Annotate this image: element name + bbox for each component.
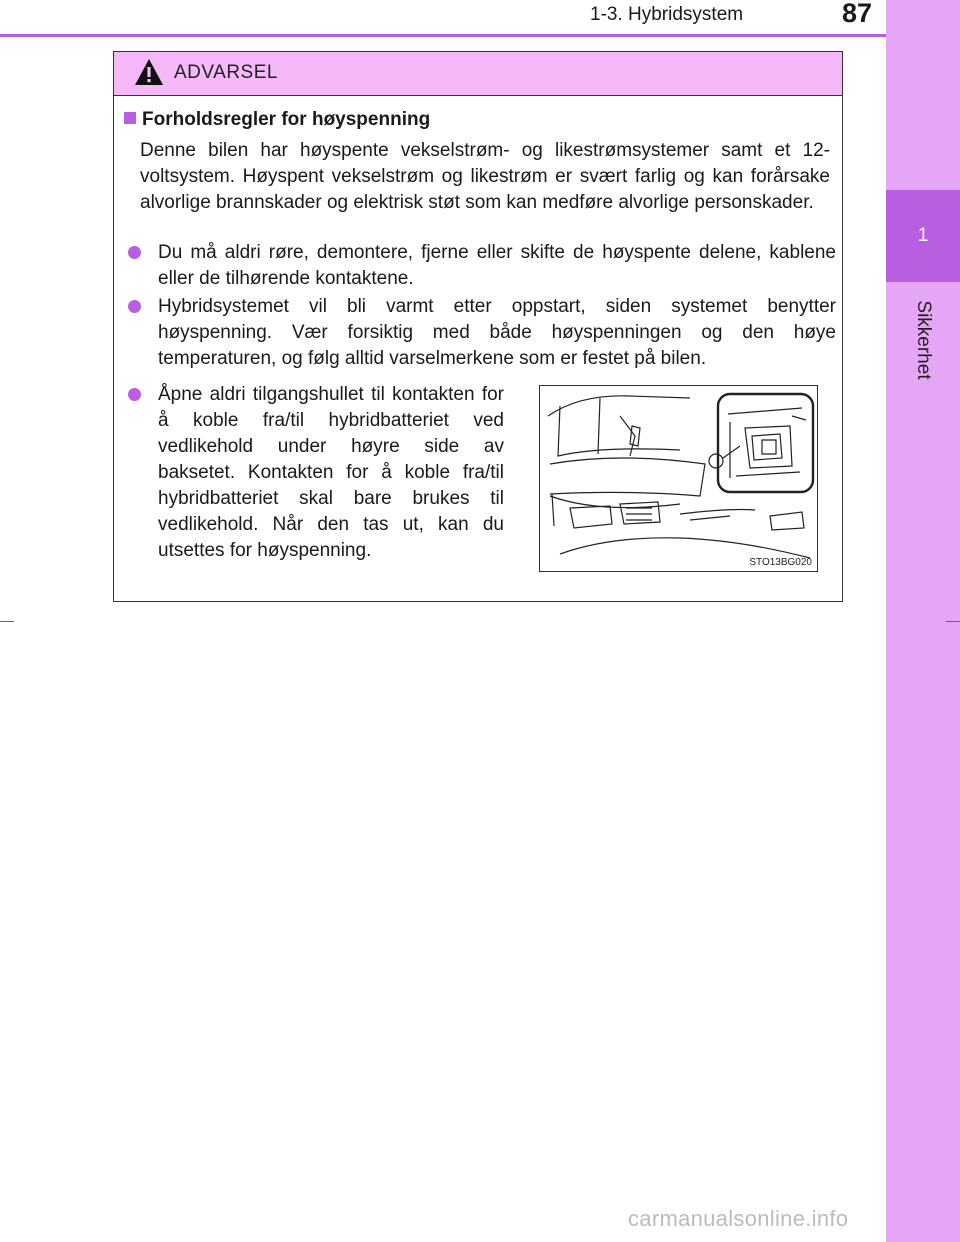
- header-rule: [0, 34, 886, 37]
- chapter-label: Sikkerhet: [913, 300, 934, 380]
- bullet-item: [124, 240, 836, 292]
- bullet-dot-icon: [128, 388, 141, 401]
- section-title: 1-3. Hybridsystem: [590, 4, 744, 25]
- bullet-dot-icon: [128, 246, 141, 259]
- bullet-dot-icon: [128, 300, 141, 313]
- seat-connector-illustration: [539, 385, 818, 572]
- bullet-item: [124, 382, 504, 564]
- warning-header: [114, 52, 842, 96]
- watermark: carmanualsonline.info: [628, 1206, 849, 1231]
- page-number: 87: [842, 0, 873, 28]
- figure-code: STO13BG020: [749, 557, 812, 568]
- warning-heading: [124, 109, 430, 131]
- bullet-text: Hybridsystemet vil bli varmt etter oppstart, siden systemet benytter høyspenning. Vær forsiktig med både høyspenningen og den høye temperaturen, og følg alltid varselmerkene som er festet på bilen.: [158, 296, 836, 369]
- crop-mark: [0, 621, 14, 622]
- warning-title: ADVARSEL: [174, 62, 278, 83]
- crop-mark: [946, 621, 960, 622]
- warning-triangle-icon: [134, 58, 164, 86]
- bullet-text: Du må aldri røre, demontere, fjerne eller skifte de høyspente delene, kablene eller de tilhørende kontaktene.: [158, 242, 836, 289]
- chapter-number: 1: [886, 190, 960, 282]
- square-bullet-icon: [124, 112, 136, 124]
- bullet-text: Åpne aldri tilgangshullet til kontakten for å koble fra/til hybridbatteriet ved vedlikehold under høyre side av baksetet. Kontakten for å koble fra/til hybridbatteriet skal bare brukes til vedlikehold. Når den tas ut, kan du utsettes for høyspenning.: [158, 384, 504, 561]
- rear-seat-drawing: [540, 386, 817, 571]
- bullet-item: [124, 294, 836, 372]
- warning-heading-text: Forholdsregler for høyspenning: [142, 109, 431, 130]
- intro-paragraph: Denne bilen har høyspente vekselstrøm- og likestrømsystemer samt et 12-voltsystem. Høyspent vekselstrøm og likestrøm er svært farlig og kan forårsake alvorlige brannskader og elektrisk støt som kan medføre alvorlige personskader.: [140, 140, 830, 213]
- warning-box: [113, 51, 843, 602]
